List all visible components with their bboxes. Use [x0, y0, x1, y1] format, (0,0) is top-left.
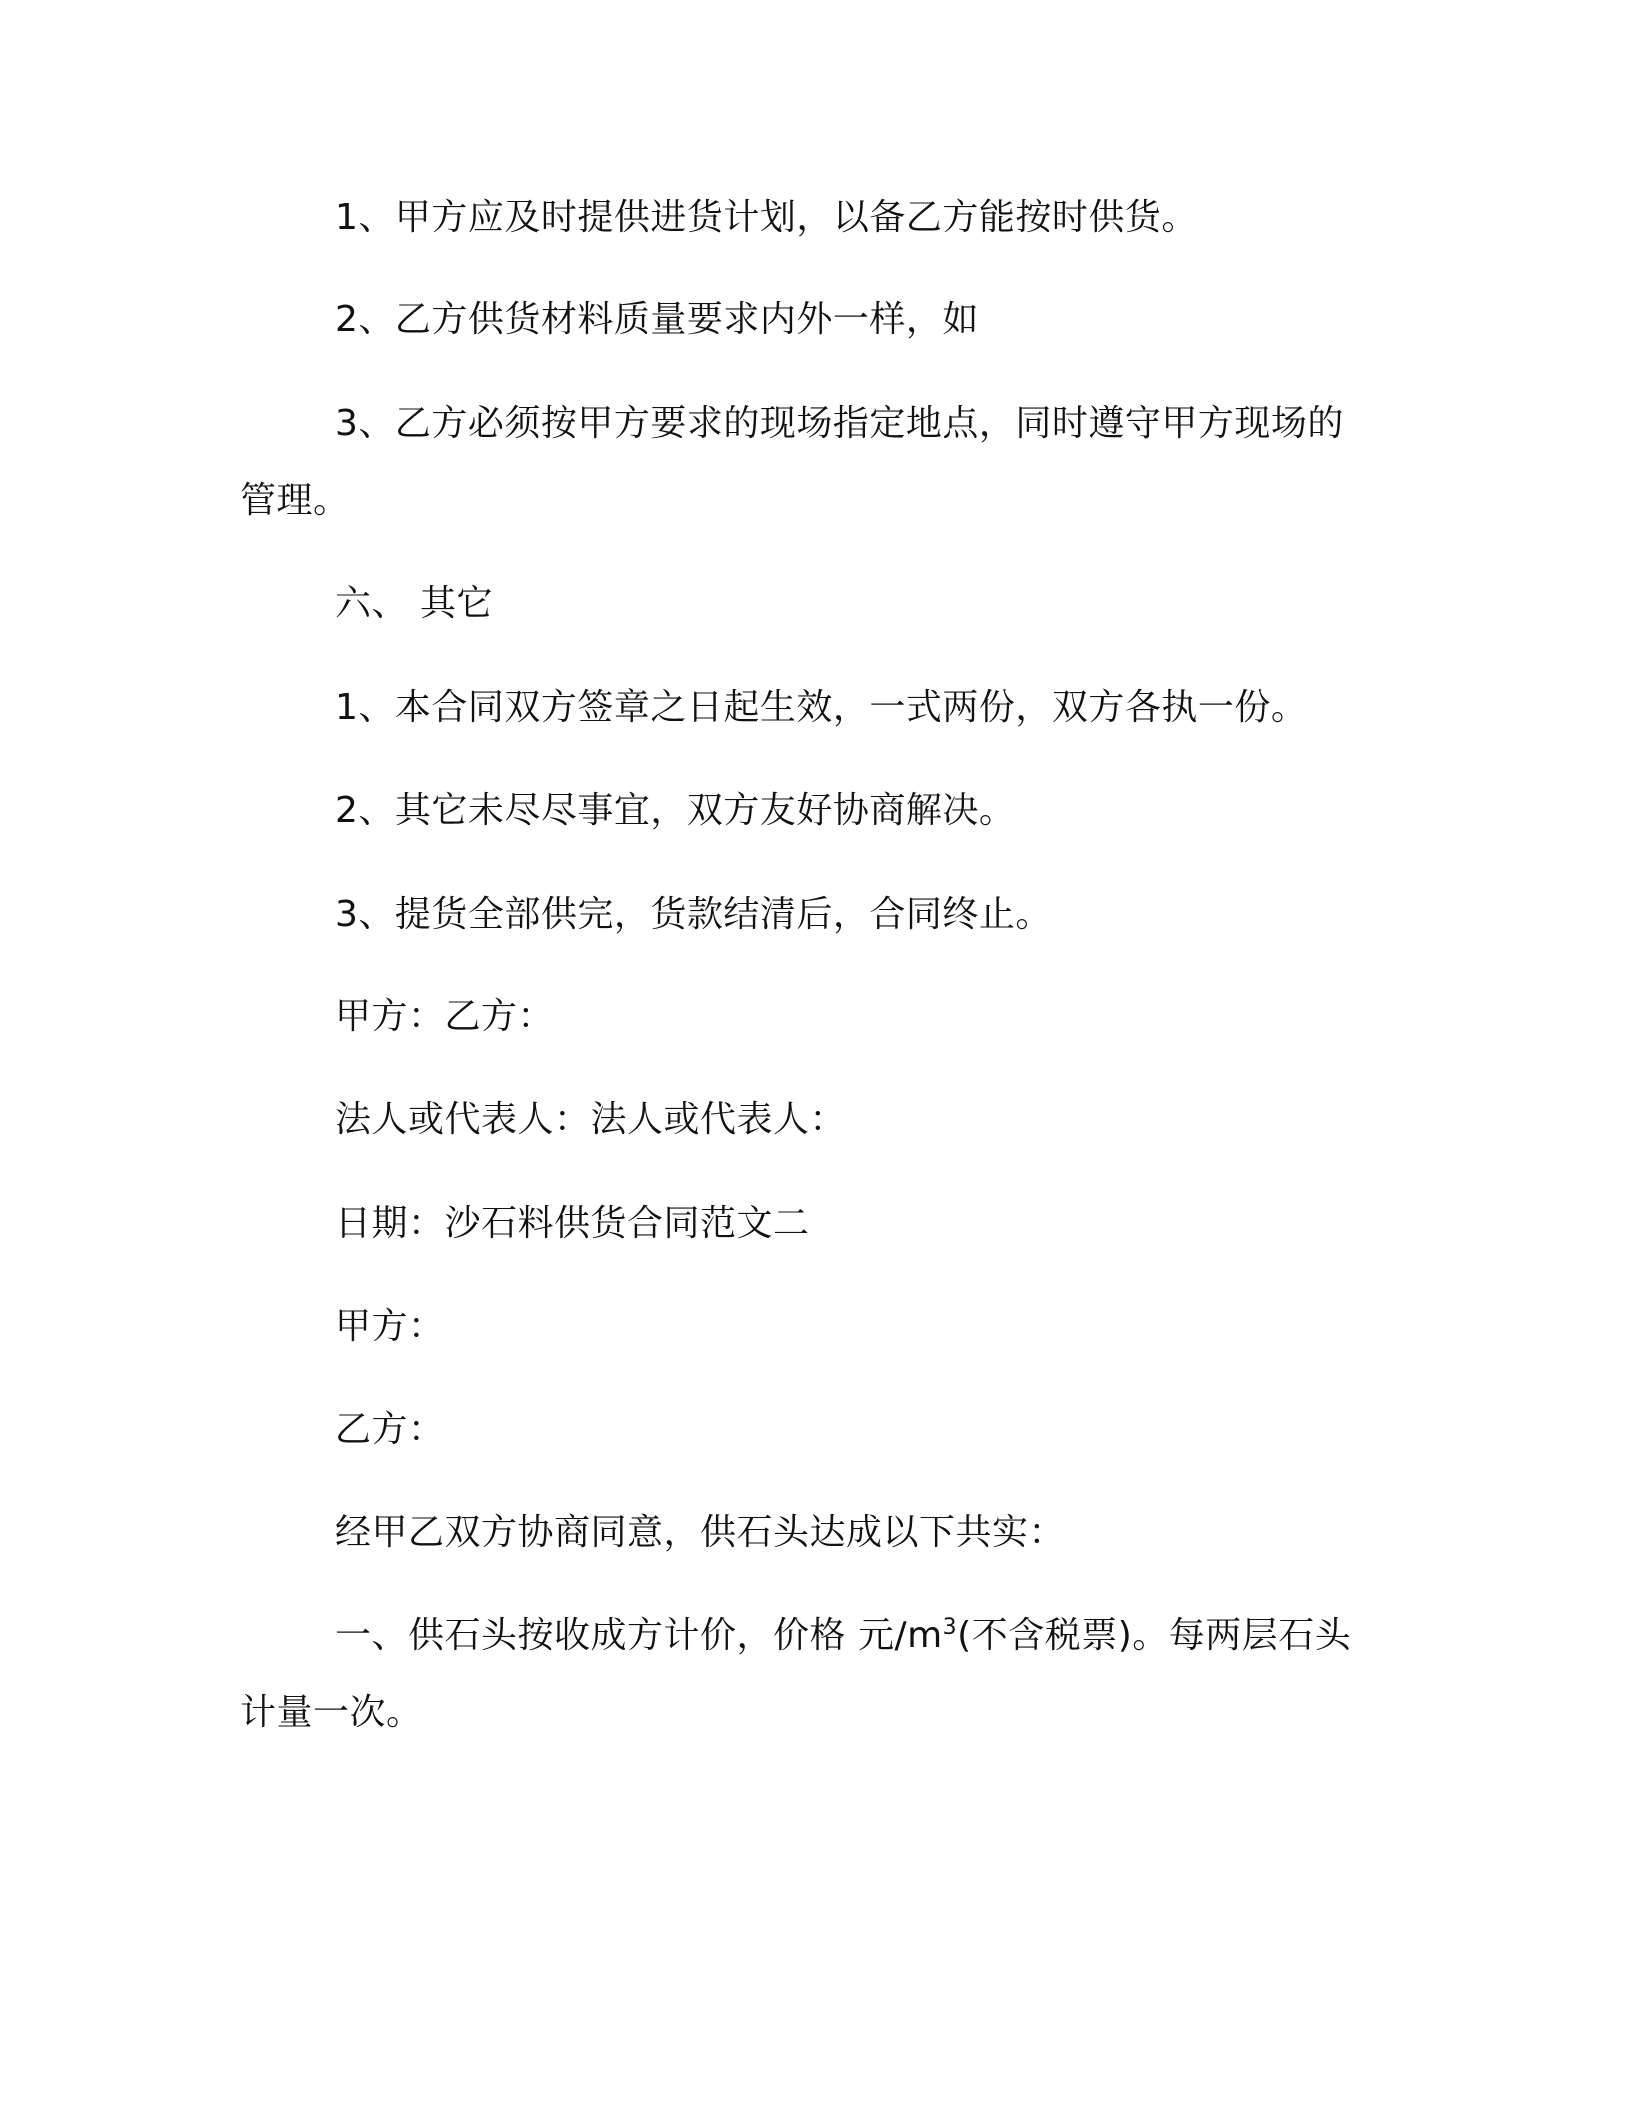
unit-superscript: 3	[942, 1615, 958, 1640]
price-line	[335, 1614, 1351, 1658]
section-heading: 六、 其它	[335, 583, 493, 624]
paragraph-line: 经甲乙双方协商同意，供石头达成以下共实：	[335, 1512, 1066, 1553]
paragraph-line: 2、其它未尽尽事宜，双方友好协商解决。	[335, 790, 1016, 831]
party-line: 甲方：	[335, 1306, 445, 1347]
price-line-text: 一、供石头按收成方计价，价格 元/m	[335, 1615, 943, 1656]
paragraph-line: 3、提货全部供完，货款结清后，合同终止。	[335, 894, 1052, 935]
signature-line: 法人或代表人：法人或代表人：	[335, 1099, 847, 1140]
party-line: 乙方：	[335, 1409, 445, 1450]
paragraph-line: 2、乙方供货材料质量要求内外一样，如	[335, 299, 979, 340]
paragraph-line: 1、本合同双方签章之日起生效，一式两份，双方各执一份。	[335, 687, 1308, 728]
paragraph-line: 管理。	[240, 480, 350, 521]
date-line: 日期：沙石料供货合同范文二	[335, 1203, 810, 1244]
signature-line: 甲方：乙方：	[335, 996, 555, 1037]
paragraph-line: 计量一次。	[240, 1692, 423, 1733]
paragraph-line: 1、甲方应及时提供进货计划，以备乙方能按时供货。	[335, 197, 1198, 238]
price-line-text-continued: (不含税票)。每两层石头	[957, 1615, 1352, 1656]
paragraph-line: 3、乙方必须按甲方要求的现场指定地点，同时遵守甲方现场的	[335, 403, 1344, 444]
